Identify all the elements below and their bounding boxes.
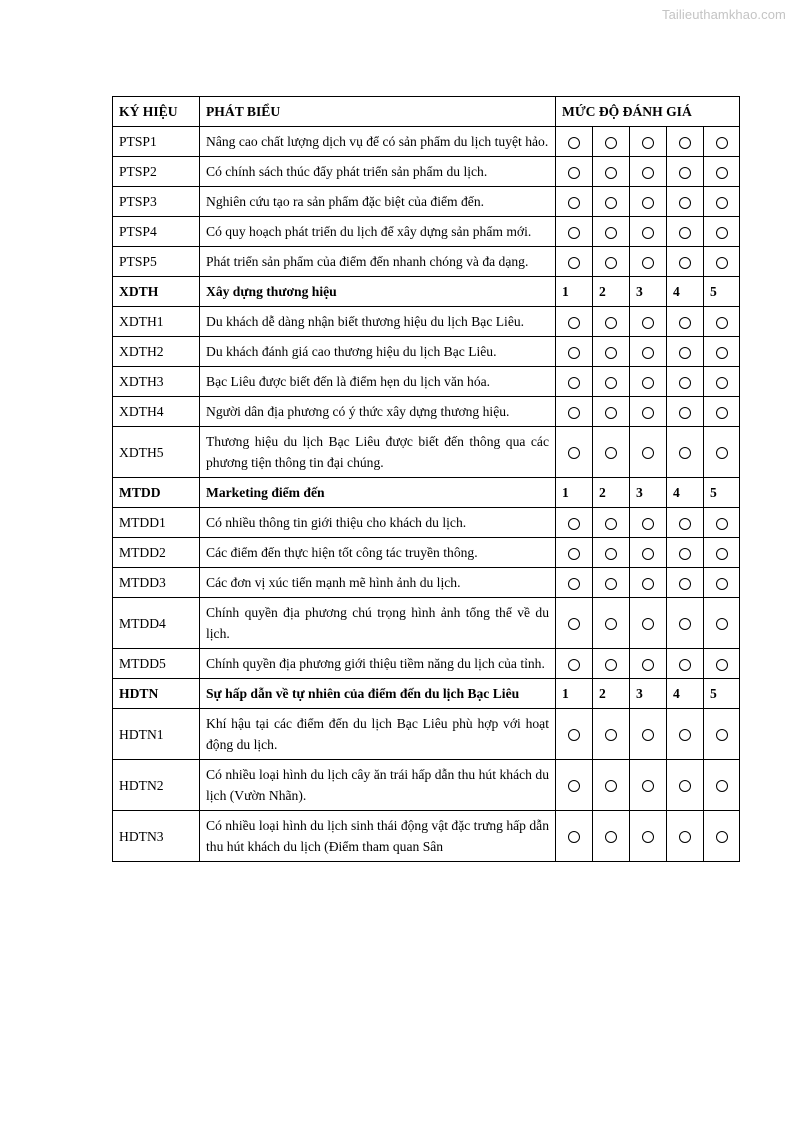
rating-cell [593,397,630,427]
question-row [113,367,740,397]
question-row [113,598,740,649]
radio-option-5[interactable] [716,618,728,630]
rating-cell [667,811,704,862]
rating-cell [704,568,740,598]
radio-option-5[interactable] [716,227,728,239]
statement-text: Các đơn vị xúc tiến mạnh mẽ hình ảnh du lịch. [200,568,556,598]
radio-option-4[interactable] [679,167,691,179]
radio-option-5[interactable] [716,659,728,671]
radio-option-3[interactable] [642,578,654,590]
header-code: KÝ HIỆU [113,97,200,127]
rating-cell [704,508,740,538]
rating-cell [630,568,667,598]
row-code: MTDD5 [113,649,200,679]
radio-option-4[interactable] [679,227,691,239]
rating-cell [630,157,667,187]
rating-cell [556,568,593,598]
question-row [113,187,740,217]
rating-cell [556,337,593,367]
rating-cell [704,217,740,247]
rating-cell [704,709,740,760]
statement-text: Chính quyền địa phương chú trọng hình ảnh tổng thể về du lịch. [200,598,556,649]
scale-label-2: 2 [593,478,630,508]
rating-cell [593,649,630,679]
radio-option-2[interactable] [605,618,617,630]
rating-cell [704,127,740,157]
question-row [113,538,740,568]
rating-cell [667,568,704,598]
radio-option-4[interactable] [679,447,691,459]
rating-cell [667,760,704,811]
radio-option-1[interactable] [568,659,580,671]
statement-text: Nghiên cứu tạo ra sản phẩm đặc biệt của điểm đến. [200,187,556,217]
rating-cell [593,598,630,649]
radio-option-3[interactable] [642,780,654,792]
question-row [113,508,740,538]
rating-cell [630,397,667,427]
rating-cell [556,157,593,187]
radio-option-2[interactable] [605,167,617,179]
radio-option-3[interactable] [642,227,654,239]
radio-option-1[interactable] [568,518,580,530]
row-code: XDTH [113,277,200,307]
radio-option-2[interactable] [605,578,617,590]
radio-option-1[interactable] [568,548,580,560]
survey-table-body [113,97,740,862]
radio-option-2[interactable] [605,831,617,843]
statement-text: Có nhiều thông tin giới thiệu cho khách du lịch. [200,508,556,538]
statement-text: Chính quyền địa phương giới thiệu tiềm năng du lịch của tỉnh. [200,649,556,679]
rating-cell [556,538,593,568]
statement-text: Du khách dễ dàng nhận biết thương hiệu du lịch Bạc Liêu. [200,307,556,337]
radio-option-5[interactable] [716,831,728,843]
rating-cell [630,247,667,277]
row-code: XDTH5 [113,427,200,478]
rating-cell [630,367,667,397]
row-code: XDTH2 [113,337,200,367]
radio-option-2[interactable] [605,729,617,741]
rating-cell [667,187,704,217]
radio-option-5[interactable] [716,167,728,179]
rating-cell [630,811,667,862]
rating-cell [593,427,630,478]
question-row [113,709,740,760]
statement-text: Nâng cao chất lượng dịch vụ để có sản phẩm du lịch tuyệt hảo. [200,127,556,157]
radio-option-5[interactable] [716,729,728,741]
header-statement: PHÁT BIỂU [200,97,556,127]
radio-option-5[interactable] [716,257,728,269]
question-row [113,217,740,247]
radio-option-3[interactable] [642,548,654,560]
statement-text: Bạc Liêu được biết đến là điểm hẹn du lịch văn hóa. [200,367,556,397]
rating-cell [593,367,630,397]
scale-label-1: 1 [556,478,593,508]
scale-label-1: 1 [556,679,593,709]
rating-cell [593,538,630,568]
radio-option-5[interactable] [716,548,728,560]
rating-cell [667,598,704,649]
row-code: MTDD1 [113,508,200,538]
radio-option-1[interactable] [568,447,580,459]
section-row [113,277,740,307]
radio-option-3[interactable] [642,407,654,419]
radio-option-5[interactable] [716,317,728,329]
scale-label-5: 5 [704,478,740,508]
radio-option-1[interactable] [568,578,580,590]
radio-option-4[interactable] [679,831,691,843]
radio-option-4[interactable] [679,729,691,741]
radio-option-3[interactable] [642,518,654,530]
rating-cell [556,127,593,157]
scale-label-2: 2 [593,679,630,709]
rating-cell [630,127,667,157]
statement-text: Du khách đánh giá cao thương hiệu du lịch Bạc Liêu. [200,337,556,367]
rating-cell [556,247,593,277]
rating-cell [667,337,704,367]
rating-cell [667,709,704,760]
rating-cell [593,157,630,187]
watermark: Tailieuthamkhao.com [661,7,786,22]
radio-option-4[interactable] [679,548,691,560]
row-code: PTSP1 [113,127,200,157]
radio-option-4[interactable] [679,659,691,671]
radio-option-5[interactable] [716,518,728,530]
rating-cell [704,247,740,277]
scale-label-4: 4 [667,478,704,508]
header-row [113,97,740,127]
radio-option-4[interactable] [679,317,691,329]
radio-option-1[interactable] [568,831,580,843]
radio-option-2[interactable] [605,447,617,459]
radio-option-4[interactable] [679,137,691,149]
radio-option-1[interactable] [568,227,580,239]
radio-option-1[interactable] [568,347,580,359]
radio-option-2[interactable] [605,317,617,329]
rating-cell [704,760,740,811]
statement-text: Khí hậu tại các điểm đến du lịch Bạc Liêu phù hợp với hoạt động du lịch. [200,709,556,760]
radio-option-5[interactable] [716,407,728,419]
rating-cell [667,649,704,679]
question-row [113,307,740,337]
question-row [113,649,740,679]
section-title: Marketing điểm đến [200,478,556,508]
radio-option-4[interactable] [679,578,691,590]
rating-cell [667,427,704,478]
rating-cell [593,307,630,337]
row-code: PTSP5 [113,247,200,277]
row-code: PTSP3 [113,187,200,217]
scale-label-5: 5 [704,679,740,709]
rating-cell [593,568,630,598]
question-row [113,397,740,427]
radio-option-4[interactable] [679,257,691,269]
row-code: HDTN2 [113,760,200,811]
scale-label-3: 3 [630,679,667,709]
rating-cell [593,508,630,538]
rating-cell [593,247,630,277]
radio-option-3[interactable] [642,347,654,359]
radio-option-2[interactable] [605,659,617,671]
radio-option-5[interactable] [716,197,728,209]
scale-label-1: 1 [556,277,593,307]
rating-cell [667,247,704,277]
radio-option-3[interactable] [642,618,654,630]
radio-option-2[interactable] [605,137,617,149]
rating-cell [704,649,740,679]
scale-label-3: 3 [630,277,667,307]
scale-label-3: 3 [630,478,667,508]
radio-option-2[interactable] [605,227,617,239]
radio-option-2[interactable] [605,407,617,419]
rating-cell [667,367,704,397]
rating-cell [704,367,740,397]
question-row [113,427,740,478]
row-code: HDTN1 [113,709,200,760]
scale-label-2: 2 [593,277,630,307]
rating-cell [704,397,740,427]
radio-option-2[interactable] [605,257,617,269]
radio-option-2[interactable] [605,780,617,792]
question-row [113,157,740,187]
statement-text: Có nhiều loại hình du lịch cây ăn trái hấp dẫn thu hút khách du lịch (Vườn Nhãn). [200,760,556,811]
row-code: MTDD3 [113,568,200,598]
radio-option-1[interactable] [568,377,580,389]
row-code: MTDD4 [113,598,200,649]
statement-text: Có nhiều loại hình du lịch sinh thái động vật đặc trưng hấp dẫn thu hút khách du lịch (Điểm tham quan Sân [200,811,556,862]
rating-cell [593,709,630,760]
rating-cell [704,337,740,367]
radio-option-5[interactable] [716,578,728,590]
radio-option-3[interactable] [642,137,654,149]
radio-option-2[interactable] [605,377,617,389]
rating-cell [556,307,593,337]
radio-option-4[interactable] [679,347,691,359]
radio-option-4[interactable] [679,618,691,630]
radio-option-3[interactable] [642,831,654,843]
section-row [113,478,740,508]
rating-cell [704,538,740,568]
row-code: XDTH3 [113,367,200,397]
row-code: XDTH4 [113,397,200,427]
rating-cell [593,127,630,157]
radio-option-3[interactable] [642,659,654,671]
rating-cell [556,709,593,760]
radio-option-5[interactable] [716,780,728,792]
row-code: MTDD2 [113,538,200,568]
radio-option-1[interactable] [568,317,580,329]
rating-cell [667,508,704,538]
radio-option-4[interactable] [679,407,691,419]
radio-option-2[interactable] [605,548,617,560]
question-row [113,760,740,811]
row-code: HDTN [113,679,200,709]
radio-option-4[interactable] [679,197,691,209]
section-row [113,679,740,709]
rating-cell [704,307,740,337]
header-rating: MỨC ĐỘ ĐÁNH GIÁ [556,97,740,127]
radio-option-5[interactable] [716,447,728,459]
radio-option-2[interactable] [605,197,617,209]
rating-cell [704,187,740,217]
radio-option-1[interactable] [568,407,580,419]
radio-option-3[interactable] [642,317,654,329]
scale-label-4: 4 [667,277,704,307]
rating-cell [667,538,704,568]
row-code: PTSP4 [113,217,200,247]
rating-cell [630,598,667,649]
radio-option-4[interactable] [679,518,691,530]
rating-cell [704,157,740,187]
statement-text: Các điểm đến thực hiện tốt công tác truyền thông. [200,538,556,568]
scale-label-4: 4 [667,679,704,709]
rating-cell [556,427,593,478]
rating-cell [667,127,704,157]
row-code: XDTH1 [113,307,200,337]
question-row [113,127,740,157]
statement-text: Người dân địa phương có ý thức xây dựng thương hiệu. [200,397,556,427]
rating-cell [667,217,704,247]
radio-option-3[interactable] [642,167,654,179]
rating-cell [630,760,667,811]
rating-cell [556,217,593,247]
rating-cell [630,187,667,217]
rating-cell [630,508,667,538]
radio-option-3[interactable] [642,257,654,269]
radio-option-5[interactable] [716,137,728,149]
section-title: Sự hấp dẫn về tự nhiên của điểm đến du lịch Bạc Liêu [200,679,556,709]
rating-cell [630,427,667,478]
scale-label-5: 5 [704,277,740,307]
rating-cell [704,598,740,649]
radio-option-3[interactable] [642,447,654,459]
rating-cell [630,217,667,247]
rating-cell [556,187,593,217]
rating-cell [593,760,630,811]
statement-text: Thương hiệu du lịch Bạc Liêu được biết đến thông qua các phương tiện thông tin đại chúng. [200,427,556,478]
section-title: Xây dựng thương hiệu [200,277,556,307]
radio-option-3[interactable] [642,377,654,389]
question-row [113,247,740,277]
rating-cell [630,337,667,367]
rating-cell [556,760,593,811]
rating-cell [556,397,593,427]
statement-text: Có chính sách thúc đẩy phát triển sản phẩm du lịch. [200,157,556,187]
radio-option-5[interactable] [716,347,728,359]
rating-cell [593,187,630,217]
question-row [113,568,740,598]
radio-option-2[interactable] [605,347,617,359]
rating-cell [630,538,667,568]
rating-cell [556,508,593,538]
rating-cell [556,649,593,679]
rating-cell [667,307,704,337]
radio-option-4[interactable] [679,780,691,792]
radio-option-1[interactable] [568,257,580,269]
survey-table [112,96,740,862]
rating-cell [556,811,593,862]
rating-cell [556,367,593,397]
rating-cell [593,337,630,367]
question-row [113,811,740,862]
rating-cell [667,157,704,187]
rating-cell [630,307,667,337]
radio-option-1[interactable] [568,729,580,741]
question-row [113,337,740,367]
statement-text: Phát triển sản phẩm của điểm đến nhanh chóng và đa dạng. [200,247,556,277]
radio-option-1[interactable] [568,780,580,792]
radio-option-3[interactable] [642,197,654,209]
radio-option-3[interactable] [642,729,654,741]
radio-option-5[interactable] [716,377,728,389]
rating-cell [704,811,740,862]
rating-cell [704,427,740,478]
row-code: HDTN3 [113,811,200,862]
row-code: PTSP2 [113,157,200,187]
statement-text: Có quy hoạch phát triển du lịch để xây dựng sản phẩm mới. [200,217,556,247]
radio-option-1[interactable] [568,618,580,630]
radio-option-1[interactable] [568,137,580,149]
rating-cell [556,598,593,649]
radio-option-1[interactable] [568,197,580,209]
rating-cell [667,397,704,427]
rating-cell [630,709,667,760]
radio-option-4[interactable] [679,377,691,389]
rating-cell [593,217,630,247]
radio-option-1[interactable] [568,167,580,179]
rating-cell [593,811,630,862]
rating-cell [630,649,667,679]
row-code: MTDD [113,478,200,508]
radio-option-2[interactable] [605,518,617,530]
